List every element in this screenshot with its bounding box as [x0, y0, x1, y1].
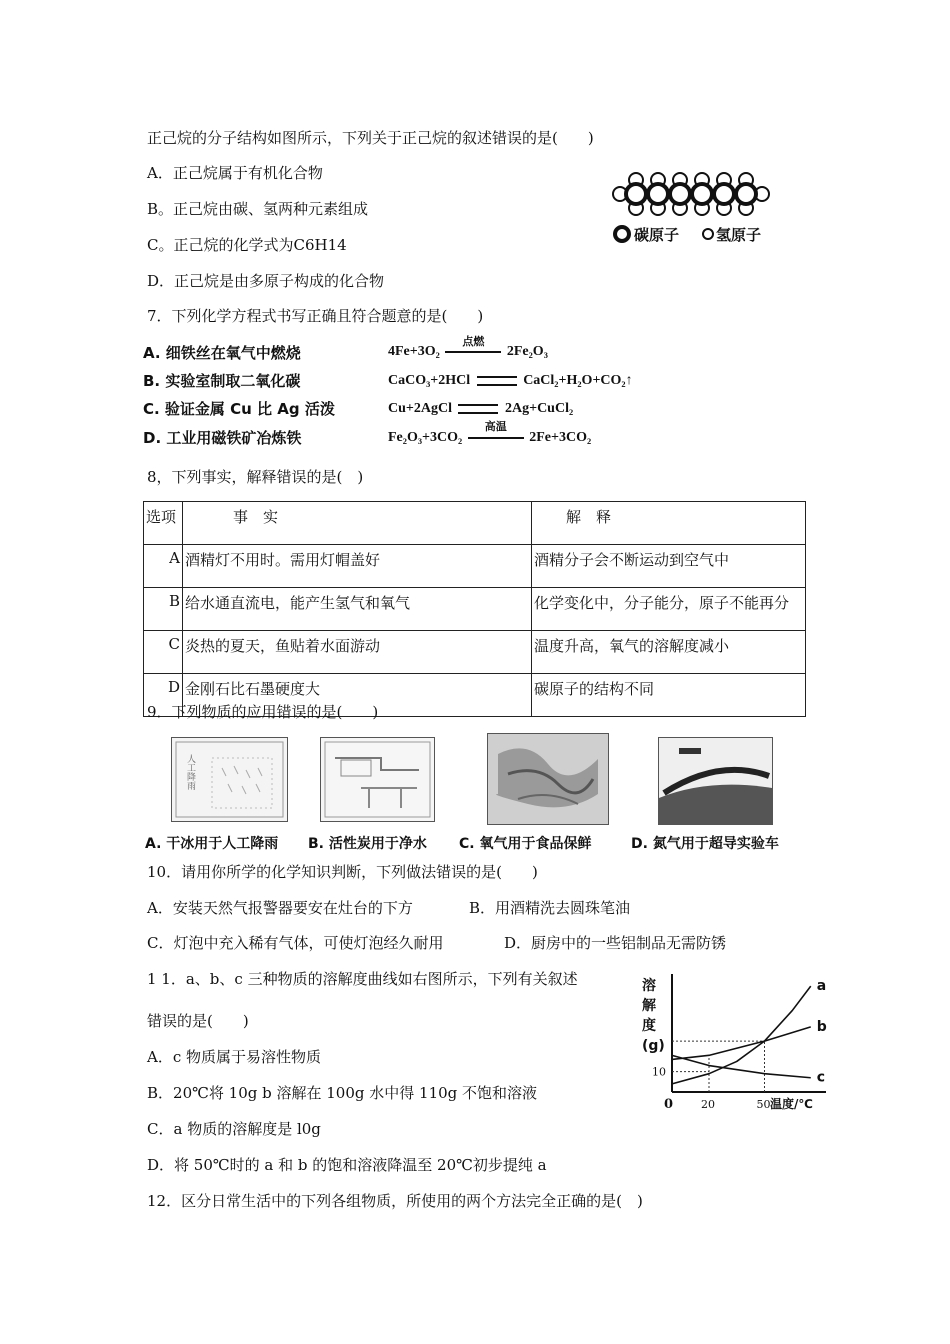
table-row — [144, 588, 806, 631]
x-axis-label: 温度/℃ — [770, 1097, 813, 1111]
x-tick-label: 20 — [701, 1098, 715, 1111]
q11-option-c: C．a 物质的溶解度是 l0g — [147, 1120, 321, 1138]
row-fact: 酒精灯不用时。需用灯帽盖好 — [183, 545, 532, 588]
q10-stem: 10．请用你所学的化学知识判断，下列做法错误的是( ) — [147, 863, 538, 881]
series-label-b: b — [816, 1018, 827, 1035]
hexane-molecule-diagram — [612, 170, 780, 248]
legend-hydrogen-symbol — [703, 229, 713, 239]
eq-d-condition: 高温 — [484, 421, 507, 433]
q11-option-b: B．20℃将 10g b 溶解在 100g 水中得 110g 不饱和溶液 — [147, 1084, 538, 1102]
q7-option-c-label: C. 验证金属 Cu 比 Ag 活泼 — [143, 400, 335, 418]
q6-option-b: B。正己烷由碳、氢两种元素组成 — [147, 200, 369, 218]
header-fact: 事 实 — [183, 502, 532, 545]
legend-carbon-label: 碳原子 — [634, 226, 680, 244]
q6-option-d: D．正己烷是由多原子构成的化合物 — [147, 272, 385, 290]
row-explanation: 碳原子的结构不同 — [532, 674, 806, 717]
q11-option-a: A．c 物质属于易溶性物质 — [147, 1048, 322, 1066]
q6-option-c: C。正己烷的化学式为C6H14 — [147, 236, 347, 254]
q9-caption-a: A. 干冰用于人工降雨 — [145, 836, 279, 852]
q6-option-a: A．正己烷属于有机化合物 — [147, 164, 323, 182]
y-axis-label-part: 度 — [642, 1018, 656, 1034]
photo-superconducting-car — [658, 737, 773, 825]
hydrogen-atoms-top — [629, 173, 753, 187]
q7-option-a-label: A. 细铁丝在氧气中燃烧 — [143, 344, 301, 362]
row-explanation: 化学变化中，分子能分，原子不能再分 — [532, 588, 806, 631]
q10-option-c: C．灯泡中充入稀有气体，可使灯泡经久耐用 — [147, 934, 444, 952]
y-axis-label-part: 溶 — [642, 978, 656, 994]
q10-option-d: D．厨房中的一些铝制品无需防锈 — [504, 934, 727, 952]
photo-oxygen-food — [487, 733, 609, 825]
q7-option-b-label: B. 实验室制取二氧化碳 — [143, 372, 301, 390]
legend-hydrogen-label: 氢原子 — [716, 226, 762, 244]
row-option: B — [144, 588, 183, 631]
q7-option-d-label: D. 工业用磁铁矿冶炼铁 — [143, 429, 302, 447]
eq-b-left: CaCO₃+2HCl — [388, 373, 471, 388]
row-fact: 给水通直流电，能产生氢气和氧气 — [183, 588, 532, 631]
origin-label: 0 — [664, 1097, 674, 1112]
photo-activated-carbon — [320, 737, 435, 822]
q10-option-b: B．用酒精洗去圆珠笔油 — [469, 899, 631, 917]
q9-caption-d: D. 氮气用于超导实验车 — [631, 836, 779, 852]
row-option: C — [144, 631, 183, 674]
series-label-c: c — [816, 1069, 826, 1086]
q7-option-c-equation — [388, 401, 573, 417]
q7-option-a-equation — [388, 336, 548, 360]
q9-caption-c: C. 氧气用于食品保鲜 — [459, 836, 592, 852]
eq-b-right: CaCl₂+H₂O+CO₂↑ — [523, 373, 633, 388]
q11-option-d: D．将 50℃时的 a 和 b 的饱和溶液降温至 20℃初步提纯 a — [147, 1156, 547, 1174]
x-tick-label: 50 — [756, 1098, 771, 1111]
header-option: 选项 — [144, 502, 183, 545]
y-axis-label-part: 解 — [642, 998, 656, 1014]
q7-option-b-equation — [388, 373, 633, 389]
photo-dry-ice-rain — [171, 737, 288, 822]
row-explanation: 温度升高，氧气的溶解度减小 — [532, 631, 806, 674]
eq-a-left: 4Fe+3O₂ — [388, 344, 440, 359]
q10-option-a: A．安装天然气报警器要安在灶台的下方 — [147, 899, 413, 917]
header-explanation: 解 释 — [532, 502, 806, 545]
table-header-row — [144, 502, 806, 545]
y-axis-label-part: (g) — [642, 1038, 665, 1054]
solubility-curve-chart — [640, 968, 840, 1118]
eq-d-right: 2Fe+3CO₂ — [529, 430, 592, 445]
row-explanation: 酒精分子会不断运动到空气中 — [532, 545, 806, 588]
eq-a-right: 2Fe₂O₃ — [506, 344, 548, 359]
q9-caption-b: B. 活性炭用于净水 — [308, 836, 427, 852]
q7-option-d-equation — [388, 421, 592, 446]
eq-d-left: Fe₂O₃+3CO₂ — [388, 430, 463, 445]
table-row — [144, 631, 806, 674]
row-option: D — [144, 674, 183, 717]
y-tick-label: 10 — [652, 1065, 666, 1079]
legend-carbon-symbol — [615, 227, 629, 241]
row-fact: 金刚石比石墨硬度大 — [183, 674, 532, 717]
eq-a-condition: 点燃 — [462, 336, 485, 348]
photo-a-text: 人工降雨 — [185, 754, 195, 790]
q7-stem: 7．下列化学方程式书写正确且符合题意的是( ) — [147, 307, 484, 325]
q9-stem: 9．下列物质的应用错误的是( ) — [147, 703, 379, 721]
series-line-a — [672, 986, 811, 1084]
carbon-atoms — [626, 184, 756, 204]
q8-stem: 8，下列事实，解释错误的是( ) — [147, 468, 364, 486]
q6-stem: 正己烷的分子结构如图所示，下列关于正己烷的叙述错误的是( ) — [147, 129, 594, 147]
eq-c-right: 2Ag+CuCl₂ — [504, 401, 574, 416]
row-fact: 炎热的夏天，鱼贴着水面游动 — [183, 631, 532, 674]
q11-stem-line1: 1 1．a、b、c 三种物质的溶解度曲线如右图所示，下列有关叙述 — [147, 970, 578, 988]
row-option: A — [144, 545, 183, 588]
table-row — [144, 545, 806, 588]
q12-stem: 12．区分日常生活中的下列各组物质，所使用的两个方法完全正确的是( ) — [147, 1192, 643, 1210]
series-label-a: a — [816, 978, 827, 995]
q11-stem-line2: 错误的是( ) — [147, 1012, 249, 1030]
eq-c-left: Cu+2AgCl — [388, 401, 452, 416]
q8-fact-table — [143, 501, 806, 717]
series-line-b — [672, 1027, 811, 1060]
